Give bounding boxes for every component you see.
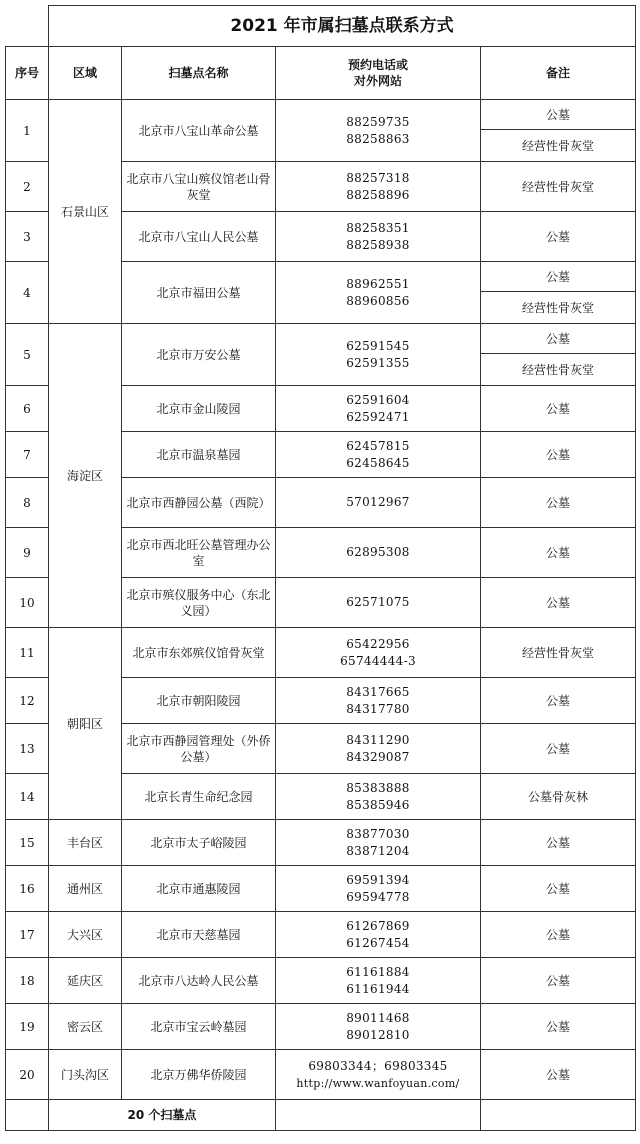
cemetery-name: 北京市八达岭人民公墓 (122, 958, 276, 1004)
note-cell: 公墓 (481, 100, 636, 130)
phone-number: 88962551 (346, 276, 410, 291)
contact-cell (276, 324, 481, 386)
table-row (6, 1050, 636, 1100)
phone-number: 57012967 (346, 495, 410, 509)
phone-number: 85383888 (346, 780, 410, 795)
phone-number: 62591545 (346, 338, 410, 353)
contact-cell (276, 478, 481, 528)
header-phone-line1: 预约电话或 (347, 58, 408, 72)
note-cell: 公墓 (481, 820, 636, 866)
cemetery-name: 北京长青生命纪念园 (122, 774, 276, 820)
table-row (6, 820, 636, 866)
contact-cell (276, 678, 481, 724)
row-number: 18 (6, 958, 49, 1004)
note-cell: 经营性骨灰堂 (481, 130, 636, 162)
note-cell: 公墓 (481, 1004, 636, 1050)
contact-cell (276, 628, 481, 678)
header-note: 备注 (481, 47, 636, 100)
row-number: 3 (6, 212, 49, 262)
title-spacer (6, 6, 49, 47)
row-number: 9 (6, 528, 49, 578)
header-no: 序号 (6, 47, 49, 100)
cemetery-name: 北京市八宝山革命公墓 (122, 100, 276, 162)
cemetery-name: 北京市朝阳陵园 (122, 678, 276, 724)
phone-number: 61267454 (346, 935, 410, 950)
phone-number: 62457815 (346, 438, 410, 453)
note-cell: 经营性骨灰堂 (481, 162, 636, 212)
cemetery-name: 北京市福田公墓 (122, 262, 276, 324)
phone-number: 69591394 (346, 872, 410, 887)
phone-number: 61267869 (346, 918, 410, 933)
cemetery-name: 北京万佛华侨陵园 (122, 1050, 276, 1100)
phone-number: 62571075 (346, 595, 410, 609)
phone-number: 89011468 (346, 1010, 410, 1025)
cemetery-name: 北京市万安公墓 (122, 324, 276, 386)
row-number: 1 (6, 100, 49, 162)
area-cell: 延庆区 (49, 958, 122, 1004)
note-cell: 公墓 (481, 678, 636, 724)
note-cell: 公墓 (481, 528, 636, 578)
area-cell: 大兴区 (49, 912, 122, 958)
area-cell: 朝阳区 (49, 628, 122, 820)
cemetery-name: 北京市通惠陵园 (122, 866, 276, 912)
footer-row (6, 1100, 636, 1131)
header-phone (276, 47, 481, 100)
note-cell: 公墓 (481, 958, 636, 1004)
website-link[interactable]: http://www.wanfoyuan.com/ (296, 1076, 460, 1090)
note-cell: 公墓 (481, 262, 636, 292)
phone-number: 62591355 (346, 355, 410, 370)
phone-number: 88258863 (346, 131, 410, 146)
table-row (6, 628, 636, 678)
contact-cell (276, 1004, 481, 1050)
contact-cell (276, 774, 481, 820)
table-row (6, 324, 636, 354)
row-number: 5 (6, 324, 49, 386)
note-cell: 公墓 (481, 1050, 636, 1100)
row-number: 4 (6, 262, 49, 324)
contact-cell (276, 912, 481, 958)
cemetery-name: 北京市宝云岭墓园 (122, 1004, 276, 1050)
note-cell: 公墓 (481, 578, 636, 628)
contact-cell (276, 958, 481, 1004)
table-row (6, 100, 636, 130)
note-cell: 公墓 (481, 866, 636, 912)
contact-cell (276, 212, 481, 262)
phone-number: 62591604 (346, 392, 410, 407)
phone-number: 83877030 (346, 826, 410, 841)
phone-number: 88258896 (346, 187, 410, 202)
note-cell: 公墓 (481, 212, 636, 262)
contact-cell (276, 724, 481, 774)
phone-number: 84329087 (346, 749, 410, 764)
phone-number: 62458645 (346, 455, 410, 470)
contact-cell (276, 432, 481, 478)
row-number: 12 (6, 678, 49, 724)
phone-number: 65744444-3 (340, 653, 416, 668)
note-cell: 公墓 (481, 324, 636, 354)
cemetery-name: 北京市太子峪陵园 (122, 820, 276, 866)
area-cell: 密云区 (49, 1004, 122, 1050)
phone-number: 62592471 (346, 409, 410, 424)
phone-number: 88960856 (346, 293, 410, 308)
table-row (6, 912, 636, 958)
cemetery-name: 北京市八宝山殡仪馆老山骨灰堂 (122, 162, 276, 212)
footer-spacer (6, 1100, 49, 1131)
contact-cell (276, 162, 481, 212)
note-cell: 经营性骨灰堂 (481, 354, 636, 386)
area-cell: 海淀区 (49, 324, 122, 628)
phone-number: 62895308 (346, 545, 410, 559)
row-number: 2 (6, 162, 49, 212)
cemetery-name: 北京市东郊殡仪馆骨灰堂 (122, 628, 276, 678)
contact-cell (276, 820, 481, 866)
area-cell: 石景山区 (49, 100, 122, 324)
row-number: 7 (6, 432, 49, 478)
cemetery-name: 北京市殡仪服务中心（东北义园） (122, 578, 276, 628)
phone-number: 88259735 (346, 114, 410, 129)
cemetery-contact-table (5, 5, 636, 1131)
phone-number: 88258351 (346, 220, 410, 235)
phone-number: 88257318 (346, 170, 410, 185)
row-number: 13 (6, 724, 49, 774)
phone-number: 61161884 (346, 964, 410, 979)
phone-number: 84317780 (346, 701, 410, 716)
area-cell: 丰台区 (49, 820, 122, 866)
row-number: 11 (6, 628, 49, 678)
phone-number: 89012810 (346, 1027, 410, 1042)
phone-number: 88258938 (346, 237, 410, 252)
area-cell: 门头沟区 (49, 1050, 122, 1100)
phone-number: 61161944 (346, 981, 410, 996)
phone-number: 83871204 (346, 843, 410, 858)
row-number: 8 (6, 478, 49, 528)
document (5, 5, 635, 1131)
table-row (6, 1004, 636, 1050)
phone-number: 69803344；69803345 (308, 1058, 448, 1073)
cemetery-name: 北京市西静园管理处（外侨公墓） (122, 724, 276, 774)
contact-cell (276, 578, 481, 628)
phone-number: 69594778 (346, 889, 410, 904)
cemetery-name: 北京市金山陵园 (122, 386, 276, 432)
table-row (6, 958, 636, 1004)
row-number: 15 (6, 820, 49, 866)
cemetery-name: 北京市天慈墓园 (122, 912, 276, 958)
note-cell: 经营性骨灰堂 (481, 628, 636, 678)
row-number: 14 (6, 774, 49, 820)
contact-cell (276, 866, 481, 912)
phone-number: 65422956 (346, 636, 410, 651)
note-cell: 公墓 (481, 478, 636, 528)
footer-empty-note (481, 1100, 636, 1131)
contact-cell (276, 262, 481, 324)
header-area: 区域 (49, 47, 122, 100)
phone-number: 85385946 (346, 797, 410, 812)
header-phone-line2: 对外网站 (353, 74, 402, 88)
table-row (6, 866, 636, 912)
row-number: 20 (6, 1050, 49, 1100)
cemetery-name: 北京市温泉墓园 (122, 432, 276, 478)
contact-cell (276, 528, 481, 578)
page-title: 2021 年市属扫墓点联系方式 (49, 6, 636, 47)
row-number: 17 (6, 912, 49, 958)
phone-number: 84317665 (346, 684, 410, 699)
note-cell: 公墓 (481, 386, 636, 432)
row-number: 16 (6, 866, 49, 912)
note-cell: 公墓 (481, 724, 636, 774)
cemetery-name: 北京市西北旺公墓管理办公室 (122, 528, 276, 578)
row-number: 10 (6, 578, 49, 628)
contact-cell (276, 386, 481, 432)
contact-cell (276, 100, 481, 162)
row-number: 6 (6, 386, 49, 432)
contact-cell (276, 1050, 481, 1100)
note-cell: 公墓骨灰林 (481, 774, 636, 820)
total-count: 20 个扫墓点 (49, 1100, 276, 1131)
note-cell: 公墓 (481, 432, 636, 478)
header-name: 扫墓点名称 (122, 47, 276, 100)
header-row (6, 47, 636, 100)
phone-number: 84311290 (346, 732, 410, 747)
note-cell: 经营性骨灰堂 (481, 292, 636, 324)
footer-empty-contact (276, 1100, 481, 1131)
cemetery-name: 北京市西静园公墓（西院） (122, 478, 276, 528)
note-cell: 公墓 (481, 912, 636, 958)
cemetery-name: 北京市八宝山人民公墓 (122, 212, 276, 262)
area-cell: 通州区 (49, 866, 122, 912)
row-number: 19 (6, 1004, 49, 1050)
